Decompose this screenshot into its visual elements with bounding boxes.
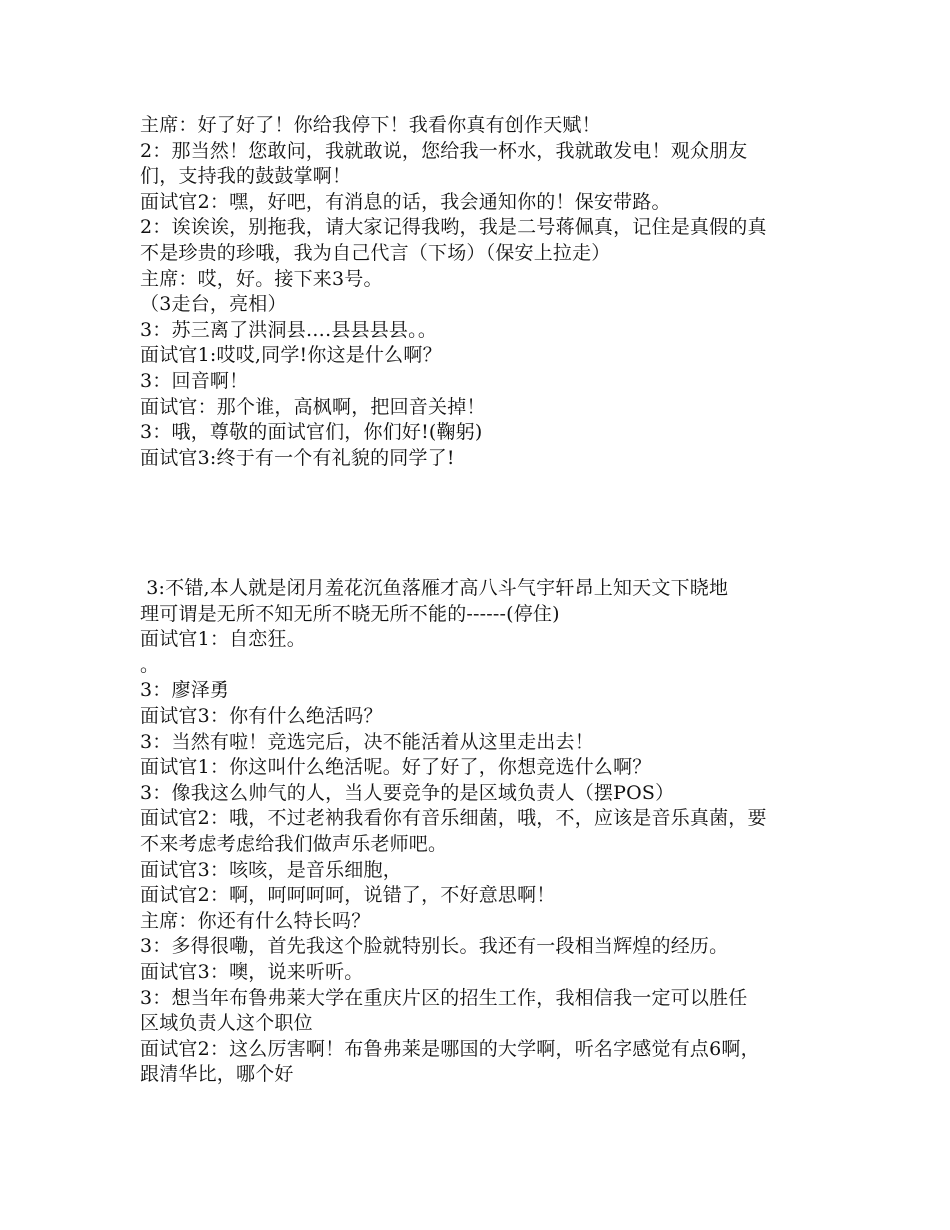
dialogue-line: 面试官3：咳咳，是音乐细胞， [140,858,402,881]
dialogue-line: 跟清华比，哪个好 [140,1063,294,1086]
dialogue-line: 面试官2：啊，呵呵呵呵，说错了，不好意思啊！ [140,884,556,907]
dialogue-line: 2：那当然！您敢问，我就敢说，您给我一杯水，我就敢发电！观众朋友 [140,139,748,162]
dialogue-line: 面试官1：你这叫什么绝活呢。好了好了，你想竞选什么啊？ [140,756,652,779]
dialogue-line: 主席：好了好了！你给我停下！我看你真有创作天赋！ [140,114,601,136]
dialogue-line: 面试官1:哎哎,同学!你这是什么啊？ [140,344,442,367]
dialogue-line: 2：诶诶诶，别拖我，请大家记得我哟，我是二号蒋佩真，记住是真假的真 [140,216,767,239]
dialogue-line: 们，支持我的鼓鼓掌啊！ [140,165,352,188]
dialogue-line: 3：回音啊！ [140,369,249,392]
dialogue-line: 3：哦，尊敬的面试官们，你们好!(鞠躬) [140,421,483,444]
dialogue-line: 3：当然有啦！竞选完后，决不能活着从这里走出去！ [140,730,594,753]
dialogue-line: 理可谓是无所不知无所不晓无所不能的------(停住) [140,602,560,625]
dialogue-line: 面试官2：嘿，好吧，有消息的话，我会通知你的！保安带路。 [140,190,671,213]
dialogue-line: 面试官2：这么厉害啊！布鲁弗莱是哪国的大学啊，听名字感觉有点6啊， [140,1037,760,1060]
dialogue-line: （3走台，亮相） [140,293,287,316]
dialogue-section-2 [140,576,820,1088]
dialogue-line: 面试官1：自恋狂。 [140,628,306,651]
dialogue-line: 面试官3：噢，说来听听。 [140,960,364,983]
dialogue-line: 主席：你还有什么特长吗？ [140,909,371,932]
dialogue-line: 面试官2：哦，不过老衲我看你有音乐细菌，哦，不，应该是音乐真菌，要 [140,807,767,830]
dialogue-line: 主席：哎，好。接下来3号。 [140,267,383,290]
dialogue-line: 3:不错,本人就是闭月羞花沉鱼落雁才高八斗气宇轩昂上知天文下晓地 [140,577,729,599]
dialogue-line: 3：廖泽勇 [140,679,230,702]
dialogue-line: 不是珍贵的珍哦，我为自己代言（下场）（保安上拉走） [140,241,611,264]
dialogue-line: 面试官：那个谁，高枫啊，把回音关掉！ [140,395,486,418]
dialogue-line: 。 [140,653,160,676]
dialogue-line: 面试官3:终于有一个有礼貌的同学了! [140,446,455,469]
dialogue-line: 面试官3：你有什么绝活吗？ [140,704,383,727]
dialogue-line: 3：多得很嘞，首先我这个脸就特别长。我还有一段相当辉煌的经历。 [140,935,729,958]
dialogue-line: 3：苏三离了洪洞县….县县县县。。 [140,318,438,341]
dialogue-line: 3：想当年布鲁弗莱大学在重庆片区的招生工作，我相信我一定可以胜任 [140,986,748,1009]
dialogue-line: 区域负责人这个职位 [140,1012,313,1035]
dialogue-line: 3：像我这么帅气的人，当人要竞争的是区域负责人（摆POS） [140,781,675,804]
dialogue-line: 不来考虑考虑给我们做声乐老师吧。 [140,832,448,855]
dialogue-section-1 [140,113,820,471]
